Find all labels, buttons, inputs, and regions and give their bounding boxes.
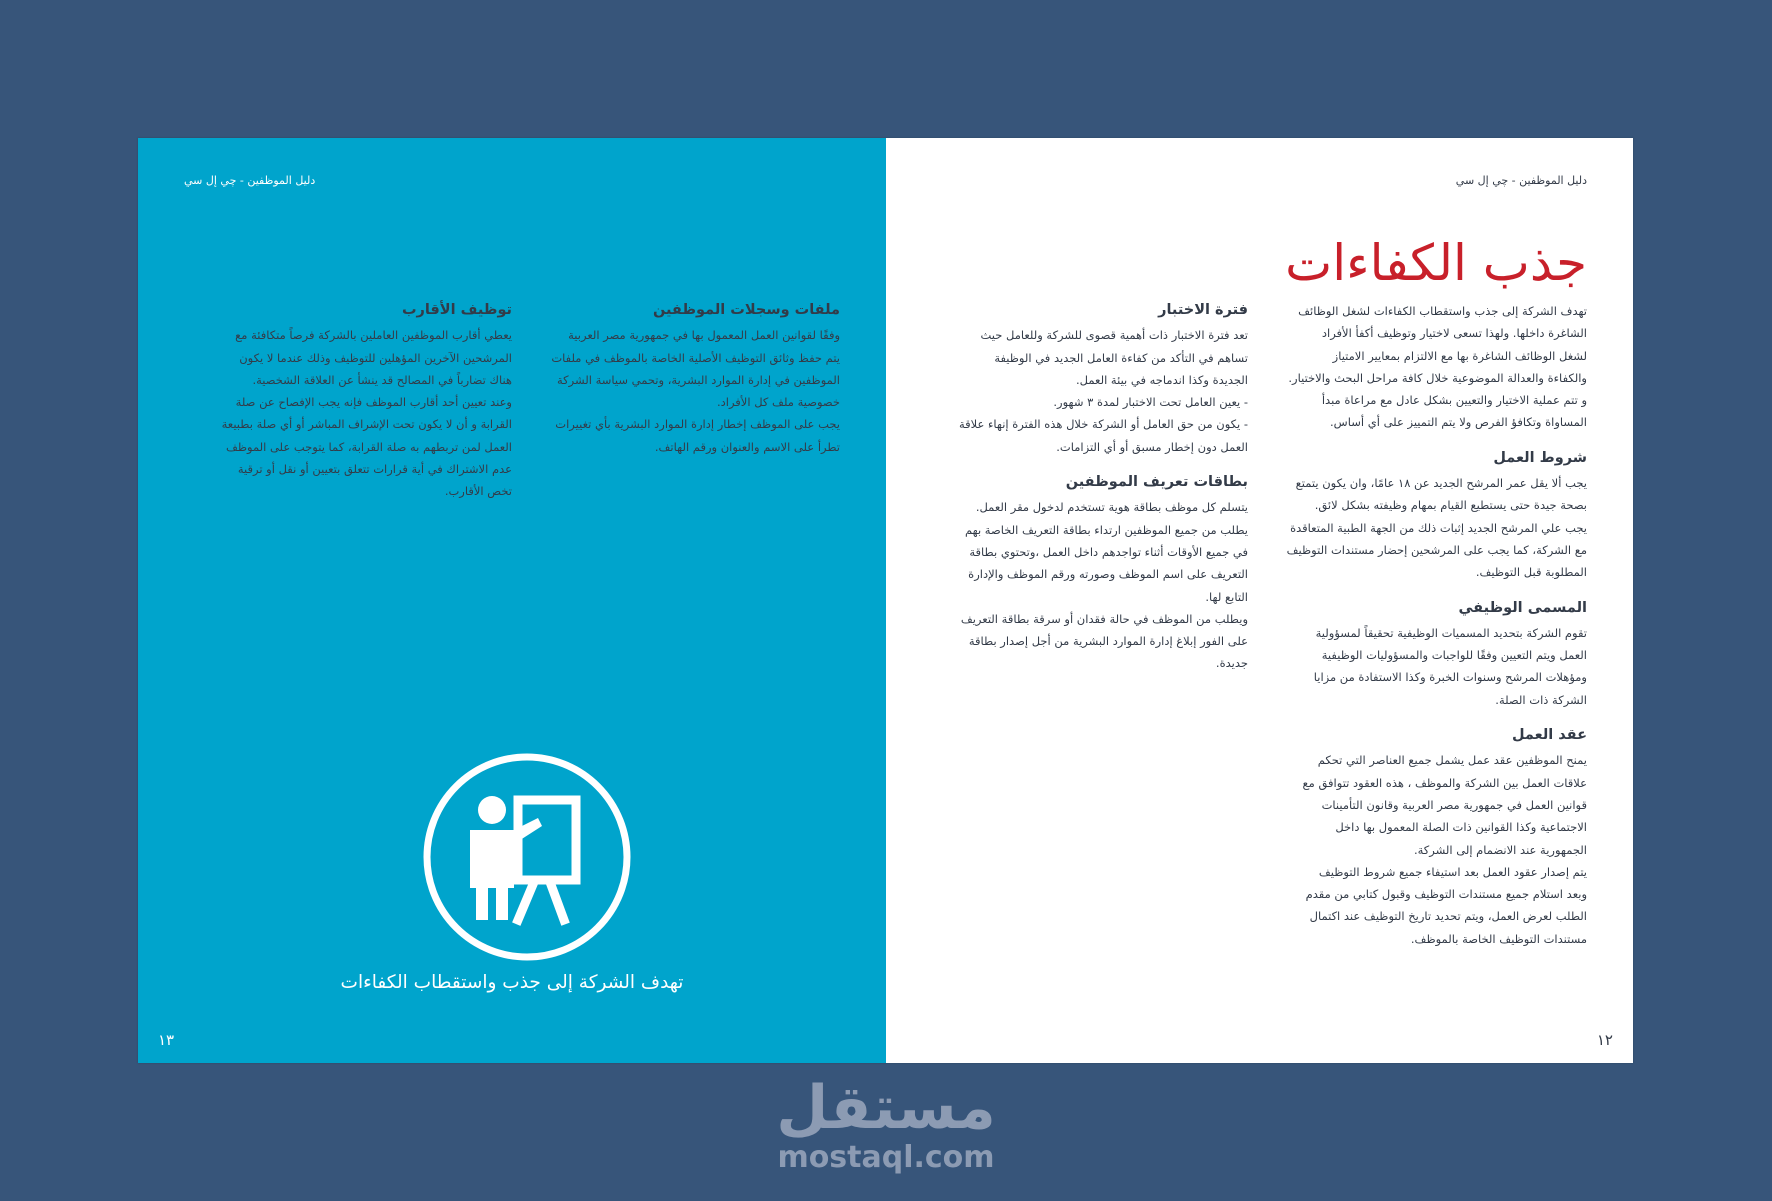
- book-spread: [138, 138, 1633, 1063]
- left-column-right: [520, 300, 840, 472]
- section-body: وفقًا لقوانين العمل المعمول بها في جمهورية مصر العربية يتم حفظ وثائق التوظيف الأصلية الخاصة بالموظف في ملفات الموظفين في إدارة الموارد البشرية، وتحمي سياسة الشركة خصوصية ملف كل الأفراد. يجب على الموظف إخطار إدارة الموارد البشرية بأي تغييرات تطرأ على الاسم والعنوان ورقم الهاتف.: [551, 328, 840, 454]
- icon-caption: تهدف الشركة إلى جذب واستقطاب الكفاءات: [340, 972, 684, 993]
- section-id-cards: [928, 472, 1248, 675]
- presentation-board-icon: [422, 752, 632, 962]
- section-title: بطاقات تعريف الموظفين: [1065, 474, 1248, 491]
- section-probation-period: [928, 300, 1248, 458]
- section-title: شروط العمل: [1493, 449, 1587, 466]
- section-title: المسمى الوظيفي: [1458, 599, 1587, 616]
- section-body: يعطي أقارب الموظفين العاملين بالشركة فرصاً متكافئة مع المرشحين الآخرين المؤهلين للتوظيف وذلك عندما لا يكون هناك تضارباً في المصالح قد ينشأ عن العلاقة الشخصية. وعند تعيين أحد أقارب الموظف فإنه يجب الإفصاح عن صلة القرابة و أن لا يكون تحت الإشراف المباشر أو أي صلة بطبيعة العمل لمن تربطهم به صلة القرابة، كما يتوجب على الموظف عدم الاشتراك في أية قرارات تتعلق بتعيين أو نقل أو ترقية تخص الأقارب.: [221, 328, 512, 499]
- section-employee-files: [520, 300, 840, 458]
- intro-section: [1267, 300, 1587, 434]
- section-work-contract: [1267, 725, 1587, 950]
- running-header: دليل الموظفين - چي إل سي: [1455, 174, 1587, 187]
- section-body: يتسلم كل موظف بطاقة هوية تستخدم لدخول مقر العمل. يطلب من جميع الموظفين ارتداء بطاقة التعريف الخاصة بهم في جميع الأوقات أثناء تواجدهم داخل العمل ،وتحتوي بطاقة التعريف على اسم الموظف وصورته ورقم الموظف والإدارة التابع لها. ويطلب من الموظف في حالة فقدان أو سرقة بطاقة التعريف على الفور إبلاغ إدارة الموارد البشرية من أجل إصدار بطاقة جديدة.: [960, 500, 1248, 671]
- page-title: جذب الكفاءات: [1285, 234, 1587, 292]
- section-title: عقد العمل: [1511, 727, 1587, 744]
- page-number: ١٣: [158, 1031, 175, 1049]
- section-title: توظيف الأقارب: [401, 302, 512, 318]
- right-column-right: [1267, 300, 1587, 964]
- page-number: ١٢: [1596, 1031, 1613, 1049]
- right-column-left: [928, 300, 1248, 689]
- section-hiring-relatives: [192, 300, 512, 503]
- page-13: [138, 138, 886, 1063]
- section-body: يمنح الموظفين عقد عمل يشمل جميع العناصر التي تحكم علاقات العمل بين الشركة والموظف ، هذه العقود تتوافق مع قوانين العمل في جمهورية مصر العربية وقانون التأمينات الاجتماعية وكذا القوانين ذات الصلة المعمول بها داخل الجمهورية عند الانضمام إلى الشركة. يتم إصدار عقود العمل بعد استيفاء جميع شروط التوظيف وبعد استلام جميع مستندات التوظيف وقبول كتابي من مقدم الطلب لعرض العمل، ويتم تحديد تاريخ التوظيف عند اكتمال مستندات التوظيف الخاصة بالموظف.: [1302, 753, 1587, 946]
- section-title: فترة الاختبار: [1158, 302, 1248, 318]
- watermark-arabic: مستقل: [776, 1073, 996, 1143]
- section-title: ملفات وسجلات الموظفين: [652, 302, 840, 318]
- section-body: يجب ألا يقل عمر المرشح الجديد عن ١٨ عامًا، وان يكون يتمتع بصحة جيدة حتى يستطيع القيام بمهام وظيفته بشكل لائق. يجب علي المرشح الجديد إثبات ذلك من الجهة الطبية المتعاقدة مع الشركة، كما يجب على المرشحين إحضار مستندات التوظيف المطلوبة قبل التوظيف.: [1286, 476, 1587, 580]
- running-header: دليل الموظفين - چي إل سي: [184, 174, 316, 187]
- page-12: [886, 138, 1633, 1063]
- watermark-latin: mostaql.com: [777, 1140, 995, 1175]
- section-work-conditions: [1267, 448, 1587, 584]
- section-body: تقوم الشركة بتحديد المسميات الوظيفية تحقيقاً لمسؤولية العمل ويتم التعيين وفقًا للواجبات والمسؤوليات الوظيفية ومؤهلات المرشح وسنوات الخبرة وكذا الاستفادة من مزايا الشركة ذات الصلة.: [1313, 625, 1587, 707]
- mostaql-watermark: [0, 1073, 1772, 1176]
- section-body: تهدف الشركة إلى جذب واستقطاب الكفاءات لشغل الوظائف الشاغرة داخلها. ولهذا تسعى لاختيار وتوظيف أكفأ الأفراد لشغل الوظائف الشاغرة بها مع الالتزام بمعايير الامتياز والكفاءة والعدالة الموضوعية خلال كافة مراحل البحث والاختيار. و تتم عملية الاختيار والتعيين بشكل عادل مع مراعاة مبدأ المساواة وتكافؤ الفرص ولا يتم التمييز على أي أساس.: [1288, 304, 1587, 430]
- left-column-left: [192, 300, 512, 517]
- section-body: تعد فترة الاختبار ذات أهمية قصوى للشركة وللعامل حيث تساهم في التأكد من كفاءة العامل الجديد في الوظيفة الجديدة وكذا اندماجه في بيئة العمل. - يعين العامل تحت الاختبار لمدة ٣ شهور. - يكون من حق العامل أو الشركة خلال هذه الفترة إنهاء علاقة العمل دون إخطار مسبق أو أي التزامات.: [958, 328, 1248, 454]
- section-job-title: [1267, 598, 1587, 711]
